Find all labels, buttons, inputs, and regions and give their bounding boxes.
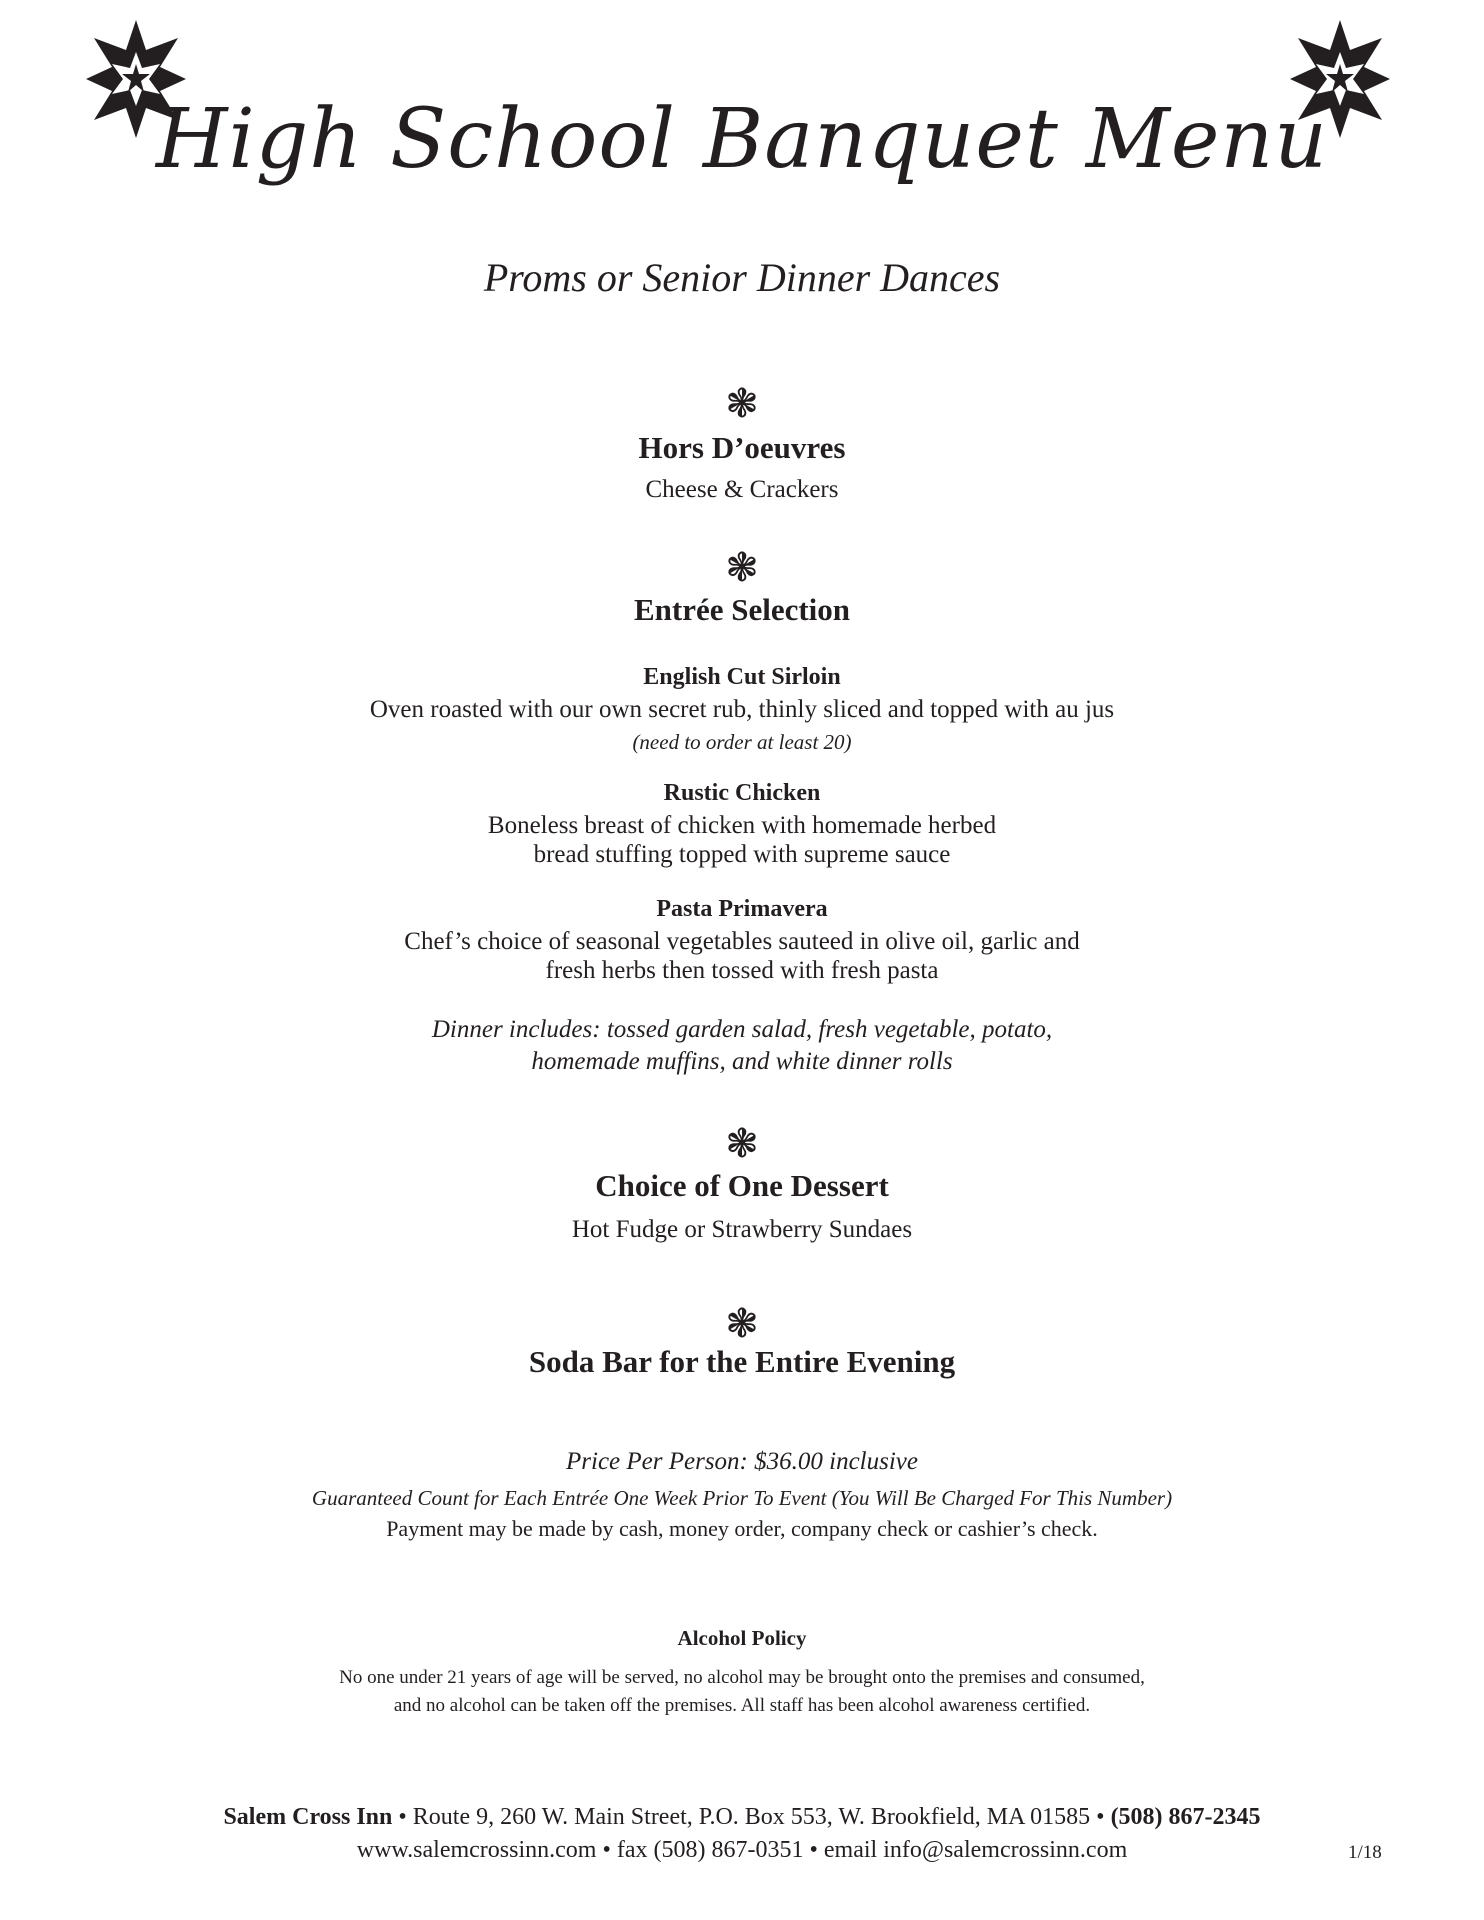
hors-doeuvres-item: Cheese & Crackers — [645, 476, 839, 503]
price-per-person: Price Per Person: $36.00 inclusive — [566, 1448, 918, 1475]
asterisk-ornament-icon: ❃ — [725, 381, 759, 427]
entree-description-line: Oven roasted with our own secret rub, thinly sliced and topped with au jus — [369, 696, 1115, 723]
dessert-item: Hot Fudge or Strawberry Sundaes — [571, 1216, 913, 1243]
entree-name: English Cut Sirloin — [643, 664, 841, 690]
footer-contact-line: www.salemcrossinn.com • fax (508) 867-0351 • email info@salemcrossinn.com — [356, 1837, 1128, 1863]
entree-description-line: bread stuffing topped with supreme sauce — [533, 841, 951, 868]
entree-description-line: Boneless breast of chicken with homemade herbed — [487, 812, 997, 839]
asterisk-ornament-icon: ❃ — [725, 1301, 759, 1347]
entree-name: Rustic Chicken — [663, 780, 821, 806]
page-title: High School Banquet Menu — [156, 92, 1328, 187]
section-heading-hors-doeuvres: Hors D’oeuvres — [638, 430, 846, 465]
payment-note: Payment may be made by cash, money order, company check or cashier’s check. — [386, 1516, 1098, 1541]
alcohol-policy-line: No one under 21 years of age will be served, no alcohol may be brought onto the premises and consumed, — [339, 1667, 1145, 1688]
alcohol-policy-heading: Alcohol Policy — [677, 1626, 807, 1650]
page-subtitle: Proms or Senior Dinner Dances — [483, 255, 1001, 300]
page-code: 1/18 — [1348, 1842, 1382, 1863]
footer-address-line — [0, 1804, 1484, 1831]
alcohol-policy-line: and no alcohol can be taken off the premises. All staff has been alcohol awareness certified. — [393, 1695, 1091, 1716]
asterisk-ornament-icon: ❃ — [725, 1121, 759, 1167]
section-heading-entree: Entrée Selection — [633, 592, 851, 627]
dinner-includes-line: homemade muffins, and white dinner rolls — [531, 1048, 953, 1075]
entree-note: (need to order at least 20) — [632, 730, 852, 754]
entree-description-line: fresh herbs then tossed with fresh pasta — [545, 957, 939, 984]
inn-name: Salem Cross Inn — [223, 1804, 393, 1830]
section-heading-soda-bar: Soda Bar for the Entire Evening — [528, 1344, 956, 1379]
entree-description-line: Chef’s choice of seasonal vegetables sauteed in olive oil, garlic and — [404, 928, 1080, 955]
inn-address: • Route 9, 260 W. Main Street, P.O. Box 553, W. Brookfield, MA 01585 • — [398, 1804, 1105, 1830]
entree-name: Pasta Primavera — [656, 896, 828, 922]
asterisk-ornament-icon: ❃ — [725, 545, 759, 591]
section-heading-dessert: Choice of One Dessert — [595, 1168, 889, 1203]
inn-phone: (508) 867-2345 — [1110, 1804, 1261, 1830]
guarantee-note: Guaranteed Count for Each Entrée One Week Prior To Event (You Will Be Charged For This Number) — [311, 1486, 1173, 1510]
dinner-includes-line: Dinner includes: tossed garden salad, fresh vegetable, potato, — [431, 1016, 1053, 1043]
